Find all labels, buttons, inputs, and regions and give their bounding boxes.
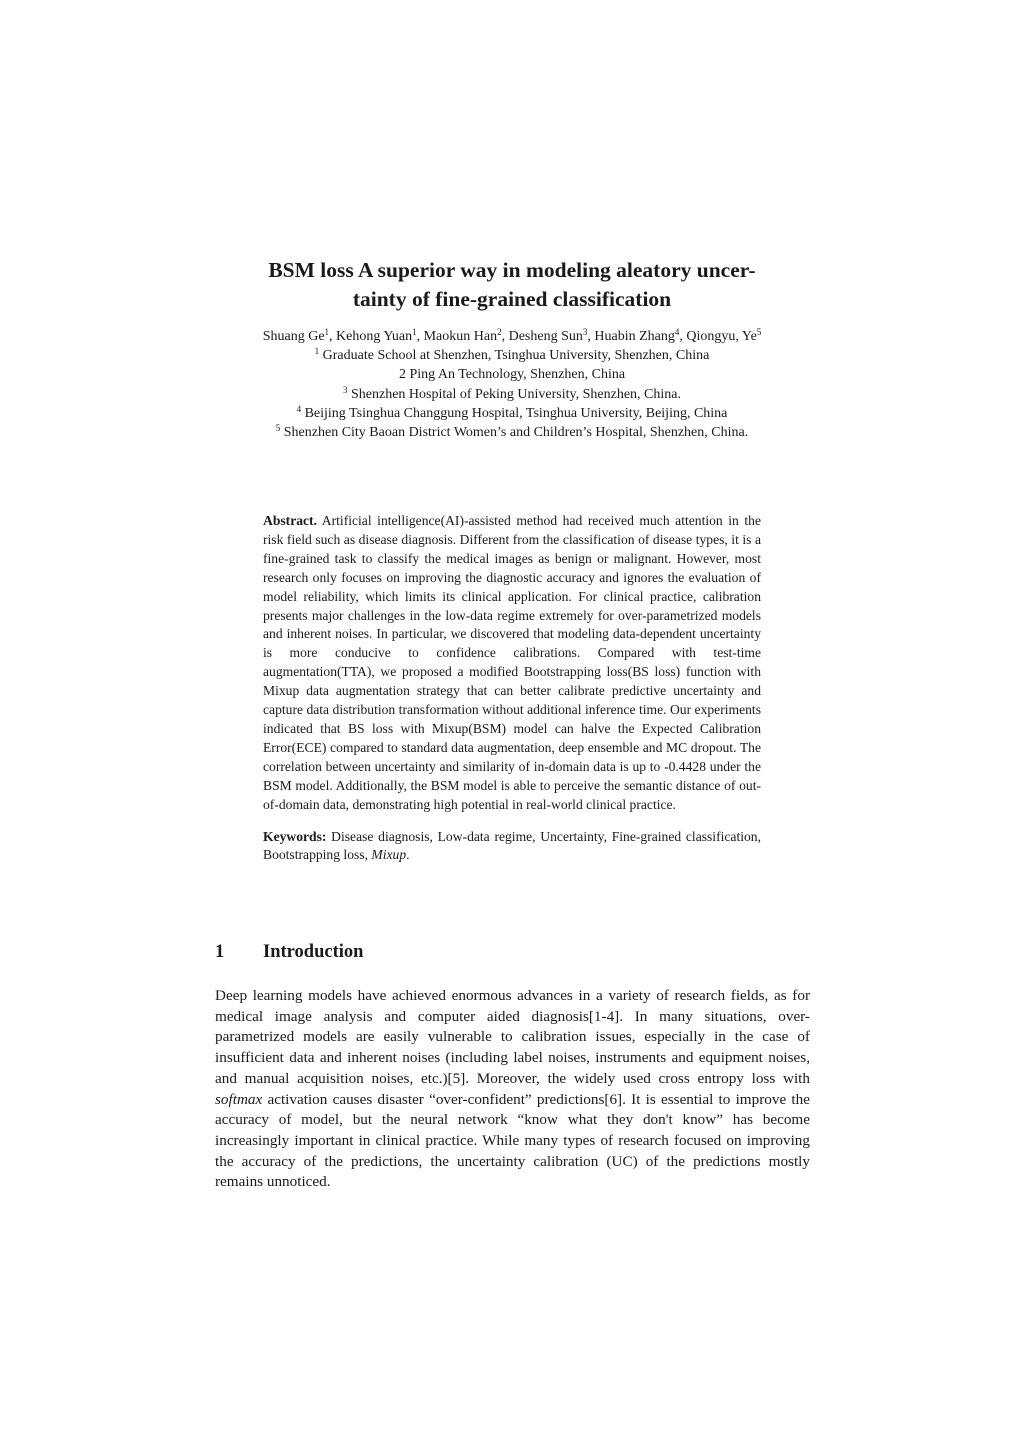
affiliation-sup: 4 bbox=[296, 403, 302, 414]
introduction-body bbox=[215, 986, 810, 1193]
author-separator: , bbox=[329, 329, 337, 344]
author-name: Desheng Sun bbox=[508, 329, 583, 344]
author-separator: , bbox=[679, 329, 687, 344]
keywords-end: . bbox=[406, 847, 410, 863]
affiliation-1 bbox=[150, 346, 874, 365]
author-sup: 1 bbox=[324, 327, 330, 337]
affiliation-text: Beijing Tsinghua Changgung Hospital, Tsinghua University, Beijing, China bbox=[301, 405, 728, 421]
affiliation-5 bbox=[150, 423, 874, 442]
author-name: Qiongyu, Ye bbox=[686, 329, 757, 344]
affiliation-3 bbox=[150, 385, 874, 404]
author-name: Kehong Yuan bbox=[336, 329, 413, 344]
author-sup: 4 bbox=[674, 327, 680, 337]
abstract-text: Artificial intelligence(AI)-assisted method had received much attention in the risk field such as disease diagnosis. Different from the classification of disease types, it is a fine-grained task to classify the medical images as benign or malignant. However, most research only focuses on improving the diagnostic accuracy and ignores the evaluation of model reliability, which limits its clinical application. For clinical practice, calibration presents major challenges in the low-data regime extremely for over-parametrized models and inherent noises. In particular, we discovered that modeling data-dependent uncertainty is more conducive to confidence calibrations. Compared with test-time augmentation(TTA), we proposed a modified Bootstrapping loss(BS loss) function with Mixup data augmentation strategy that can better calibrate predictive uncertainty and capture data distribution transformation without additional inference time. Our experiments indicated that BS loss with Mixup(BSM) model can halve the Expected Calibration Error(ECE) compared to standard data augmentation, deep ensemble and MC dropout. The correlation between uncertainty and similarity of in-domain data is up to -0.4428 under the BSM model. Additionally, the BSM model is able to perceive the semantic distance of out-of-domain data, demonstrating high potential in real-world clinical practice. bbox=[263, 513, 762, 812]
keywords-text: Disease diagnosis, Low-data regime, Uncertainty, Fine-grained classification, Bootstrapping loss, bbox=[263, 828, 761, 863]
author-name: Maokun Han bbox=[423, 329, 498, 344]
title-block bbox=[200, 256, 824, 314]
paper-title-line-2: tainty of fine-grained classification bbox=[352, 287, 672, 311]
author-name: Shuang Ge bbox=[262, 329, 325, 344]
author-separator: , bbox=[501, 329, 509, 344]
author-separator: , bbox=[587, 329, 595, 344]
intro-italic-softmax: softmax bbox=[215, 1090, 263, 1108]
affiliation-sup: 1 bbox=[314, 346, 320, 357]
author-list bbox=[150, 327, 874, 346]
intro-text-part-1: Deep learning models have achieved enormous advances in a variety of research fields, as for medical image analysis and computer aided diagnosis[1-4]. In many situations, over-parametrized models are easily vulnerable to calibration issues, especially in the case of insufficient data and inherent noises (including label noises, instruments and equipment noises, and manual acquisition noises, etc.)[5]. Moreover, the widely used cross entropy loss with bbox=[215, 987, 810, 1087]
section-title: Introduction bbox=[263, 942, 364, 962]
keywords-italic: Mixup bbox=[371, 847, 407, 863]
affiliation-text: Shenzhen City Baoan District Women’s and Children’s Hospital, Shenzhen, China. bbox=[280, 425, 749, 441]
abstract-label: Abstract. bbox=[263, 513, 317, 528]
authors-block bbox=[150, 327, 874, 442]
affiliation-text: Graduate School at Shenzhen, Tsinghua University, Shenzhen, China bbox=[319, 348, 710, 364]
keywords-paragraph bbox=[263, 828, 761, 866]
author-separator: , bbox=[416, 329, 424, 344]
affiliation-2 bbox=[150, 365, 874, 384]
affiliation-text: Shenzhen Hospital of Peking University, Shenzhen, China. bbox=[347, 386, 681, 402]
affiliation-sup: 3 bbox=[343, 384, 348, 395]
author-sup: 3 bbox=[582, 327, 588, 337]
paper-title-line-1: BSM loss A superior way in modeling aleatory uncer- bbox=[268, 258, 756, 282]
affiliation-sup: 5 bbox=[275, 423, 281, 434]
intro-text-part-2: activation causes disaster “over-confident” predictions[6]. It is essential to improve the accuracy of model, but the neural network “know what they don't know” has become increasingly important in clinical practice. While many types of research focused on improving the accuracy of the predictions, the uncertainty calibration (UC) of the predictions mostly remains unnoticed. bbox=[215, 1090, 810, 1191]
abstract-block bbox=[263, 512, 761, 865]
section-number: 1 bbox=[215, 942, 225, 962]
author-sup: 5 bbox=[756, 327, 762, 337]
affiliation-4 bbox=[150, 404, 874, 423]
abstract-paragraph bbox=[263, 512, 761, 815]
author-name: Huabin Zhang bbox=[594, 329, 675, 344]
section-heading bbox=[215, 940, 815, 964]
introduction-paragraph bbox=[215, 986, 810, 1193]
author-sup: 1 bbox=[412, 327, 417, 337]
keywords-label: Keywords: bbox=[263, 828, 327, 844]
affiliation-text: 2 Ping An Technology, Shenzhen, China bbox=[398, 367, 626, 383]
author-sup: 2 bbox=[497, 327, 502, 337]
